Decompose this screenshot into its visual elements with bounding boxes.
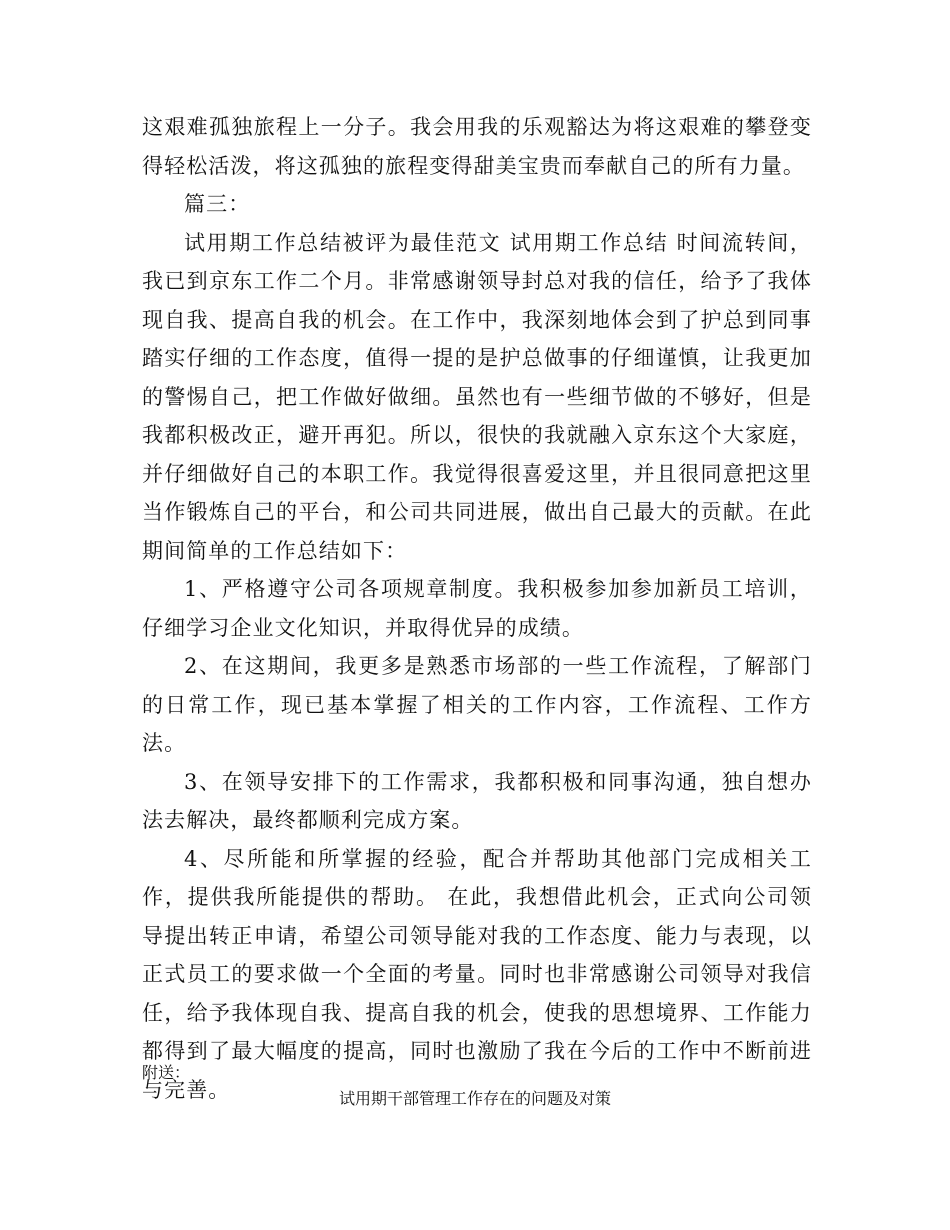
appendix-title: 试用期干部管理工作存在的问题及对策: [338, 1089, 611, 1108]
list-item-3: 3、在领导安排下的工作需求，我都积极和同事沟通，独自想办法去解决，最终都顺利完成方案。: [142, 769, 812, 832]
document-body: [142, 108, 812, 1109]
list-item-1: 1、严格遵守公司各项规章制度。我积极参加参加新员工培训，仔细学习企业文化知识，并取得优异的成绩。: [142, 577, 812, 640]
list-item-2: 2、在这期间，我更多是熟悉市场部的一些工作流程，了解部门的日常工作，现已基本掌握了相关的工作内容，工作流程、工作方法。: [142, 654, 812, 755]
section-heading: 篇三：: [184, 192, 251, 216]
paragraph-intro: 试用期工作总结被评为最佳范文 试用期工作总结 时间流转间，我已到京东工作二个月。非常感谢领导封总对我的信任，给予了我体现自我、提高自我的机会。在工作中，我深刻地体会到了护总到同事踏实仔细的工作态度，值得一提的是护总做事的仔细谨慎，让我更加的警惕自己，把工作做好做细。虽然也有一些细节做的不够好，但是我都积极改正，避开再犯。所以，很快的我就融入京东这个大家庭，并仔细做好自己的本职工作。我觉得很喜爱这里，并且很同意把这里当作锻炼自己的平台，和公司共同进展，做出自己最大的贡献。在此期间简单的工作总结如下：: [142, 230, 812, 563]
paragraph-continuation: 这艰难孤独旅程上一分子。我会用我的乐观豁达为将这艰难的攀登变得轻松活泼，将这孤独的旅程变得甜美宝贵而奉献自己的所有力量。: [142, 115, 812, 178]
list-item-4: 4、尽所能和所掌握的经验，配合并帮助其他部门完成相关工作，提供我所能提供的帮助。 在此，我想借此机会，正式向公司领导提出转正申请，希望公司领导能对我的工作态度、能力与表现，以正式员工的要求做一个全面的考量。同时也非常感谢公司领导对我信任，给予我体现自我、提高自我的机会，使我的思想境界、工作能力都得到了最大幅度的提高，同时也激励了我在今后的工作中不断前进与完善。: [142, 846, 812, 1102]
appendix-label: 附送：: [142, 1063, 191, 1082]
